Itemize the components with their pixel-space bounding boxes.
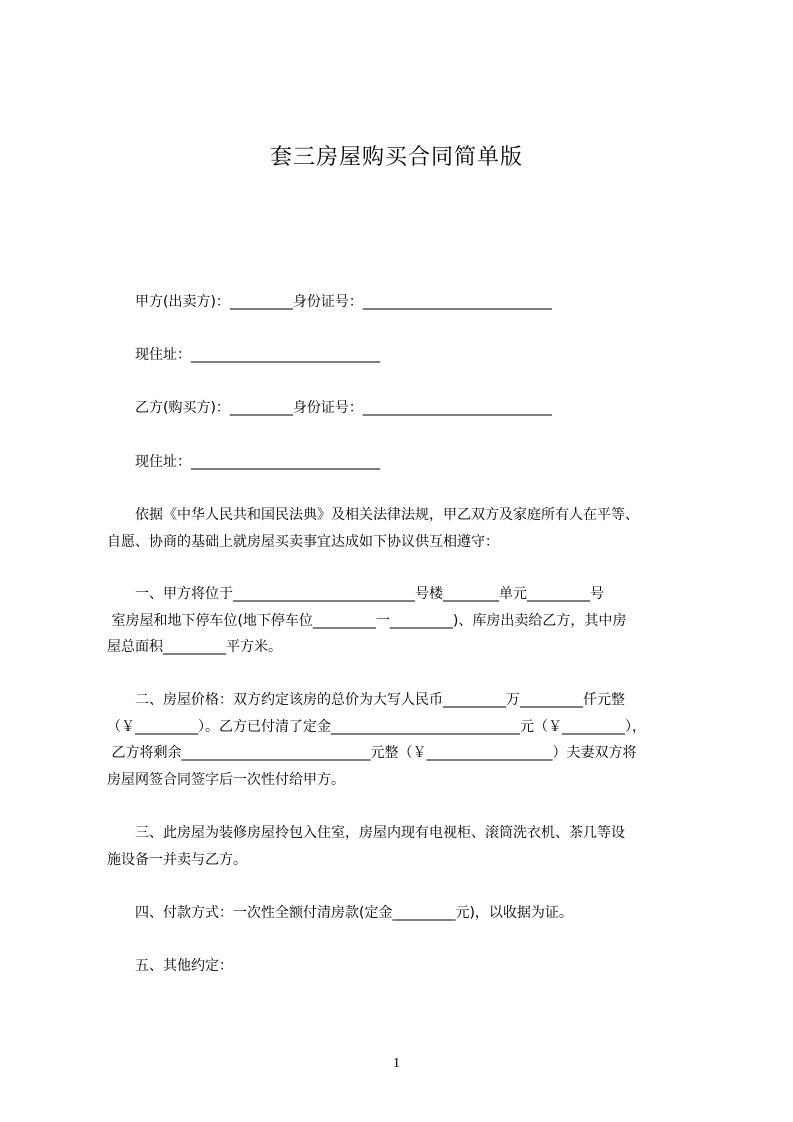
clause-2-line-3: 乙方将剩余___________________________元整（￥__________________）夫妻双方将 bbox=[107, 745, 637, 761]
clause-3-line-1: 三、此房屋为装修房屋拎包入住室，房屋内现有电视柜、滚筒洗衣机、茶几等设 bbox=[107, 825, 625, 841]
clause-2-line-1: 二、房屋价格：双方约定该房的总价为大写人民币_________万_________仟元整 bbox=[107, 692, 625, 708]
preamble-line-1: 依据《中华人民共和国民法典》及相关法律法规，甲乙双方及家庭所有人在平等、 bbox=[107, 507, 639, 523]
clause-1-line-2: 室房屋和地下停车位(地下停车位_________一_________)、库房出卖给乙方，其中房 bbox=[107, 613, 627, 629]
party-b-address-line: 现住址：___________________________ bbox=[107, 454, 380, 470]
clause-3-line-2: 施设备一并卖与乙方。 bbox=[107, 852, 247, 868]
clause-1-line-3: 屋总面积_________平方米。 bbox=[107, 639, 282, 655]
party-b-line: 乙方(购买方)：_________身份证号：___________________________ bbox=[107, 400, 552, 416]
page-number: 1 bbox=[393, 1056, 400, 1071]
clause-1-line-1: 一、甲方将位于__________________________号楼________单元_________号 bbox=[107, 586, 604, 602]
clause-5-line: 五、其他约定： bbox=[107, 958, 233, 974]
clause-2-line-2: （￥_________）。乙方已付清了定金___________________________元（￥_________）， bbox=[107, 719, 646, 735]
party-a-address-line: 现住址：___________________________ bbox=[107, 347, 380, 363]
party-a-line: 甲方(出卖方)：_________身份证号：___________________________ bbox=[107, 294, 552, 310]
clause-4-line: 四、付款方式：一次性全额付清房款(定金_________元)，以收据为证。 bbox=[107, 905, 573, 921]
clause-2-line-4: 房屋网签合同签字后一次性付给甲方。 bbox=[107, 772, 345, 788]
preamble-line-2: 自愿、协商的基础上就房屋买卖事宜达成如下协议供互相遵守： bbox=[107, 534, 499, 550]
document-title: 套三房屋购买合同简单版 bbox=[269, 145, 523, 170]
